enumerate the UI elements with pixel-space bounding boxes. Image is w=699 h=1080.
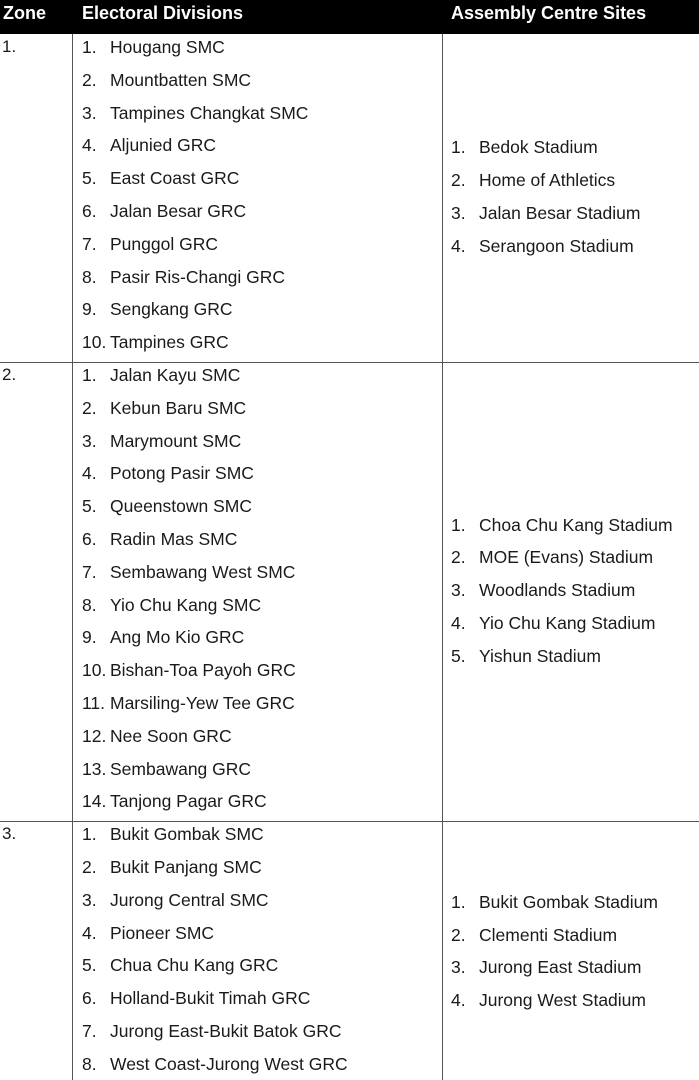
- division-name: West Coast-Jurong West GRC: [110, 1053, 348, 1074]
- list-number: 4.: [451, 990, 466, 1011]
- zone-number: 3.: [2, 824, 17, 844]
- list-number: 2.: [451, 170, 466, 191]
- electoral-division-item: [82, 819, 264, 849]
- division-name: Jalan Kayu SMC: [110, 365, 241, 385]
- site-name: Home of Athletics: [479, 170, 616, 191]
- electoral-division-item: [82, 360, 240, 390]
- electoral-division-item: [82, 229, 218, 259]
- division-name: Nee Soon GRC: [110, 725, 232, 746]
- list-number: 4.: [451, 613, 466, 633]
- list-number: 2.: [82, 69, 97, 90]
- column-divider: [442, 34, 443, 1080]
- electoral-division-item: [82, 98, 308, 128]
- division-name: Pioneer SMC: [110, 922, 215, 943]
- division-name: Aljunied GRC: [110, 135, 217, 156]
- division-name: Pasir Ris-Changi GRC: [110, 266, 286, 287]
- electoral-division-item: [82, 491, 252, 521]
- electoral-division-item: [82, 327, 229, 357]
- electoral-division-item: [82, 754, 251, 784]
- electoral-division-item: [82, 32, 225, 62]
- electoral-division-item: [82, 983, 310, 1013]
- electoral-division-item: [82, 458, 254, 488]
- list-number: 8.: [82, 1053, 97, 1074]
- site-name: Jurong West Stadium: [479, 990, 646, 1011]
- division-name: Punggol GRC: [110, 233, 218, 254]
- list-number: 10.: [82, 332, 107, 353]
- division-name: Sembawang West SMC: [110, 561, 296, 582]
- table-header: [0, 0, 699, 34]
- list-number: 10.: [82, 660, 107, 681]
- list-number: 12.: [82, 725, 107, 746]
- assembly-site-item: [451, 920, 617, 950]
- electoral-division-item: [82, 65, 251, 95]
- list-number: 2.: [451, 924, 466, 945]
- list-number: 4.: [82, 922, 97, 943]
- assembly-site-item: [451, 952, 641, 982]
- site-name: Yishun Stadium: [479, 645, 601, 666]
- assembly-site-item: [451, 132, 598, 162]
- list-number: 11.: [82, 693, 106, 713]
- list-number: 5.: [82, 168, 97, 189]
- site-name: Choa Chu Kang Stadium: [479, 514, 673, 535]
- list-number: 1.: [451, 514, 466, 535]
- assembly-site-item: [451, 641, 601, 671]
- list-number: 6.: [82, 529, 97, 549]
- site-name: Woodlands Stadium: [479, 580, 636, 601]
- division-name: Mountbatten SMC: [110, 69, 252, 90]
- electoral-division-item: [82, 721, 232, 751]
- list-number: 1.: [451, 137, 466, 158]
- electoral-division-item: [82, 622, 244, 652]
- list-number: 1.: [451, 891, 466, 912]
- electoral-division-item: [82, 688, 295, 718]
- list-number: 5.: [451, 645, 466, 666]
- list-number: 3.: [82, 889, 97, 910]
- division-name: Tampines Changkat SMC: [110, 102, 309, 123]
- assembly-site-item: [451, 575, 635, 605]
- list-number: 3.: [451, 957, 466, 978]
- electoral-division-item: [82, 557, 295, 587]
- division-name: Hougang SMC: [110, 37, 225, 57]
- division-name: East Coast GRC: [110, 168, 240, 189]
- division-name: Holland-Bukit Timah GRC: [110, 988, 311, 1009]
- electoral-division-item: [82, 918, 214, 948]
- assembly-site-item: [451, 887, 658, 917]
- division-name: Jurong Central SMC: [110, 889, 269, 910]
- list-number: 4.: [82, 463, 97, 484]
- electoral-division-item: [82, 130, 216, 160]
- site-name: Yio Chu Kang Stadium: [479, 613, 656, 633]
- division-name: Queenstown SMC: [110, 496, 253, 517]
- list-number: 9.: [82, 627, 97, 648]
- list-number: 5.: [82, 496, 97, 517]
- list-number: 7.: [82, 233, 97, 254]
- list-number: 4.: [82, 135, 97, 156]
- header-assembly-centre-sites: Assembly Centre Sites: [451, 3, 647, 23]
- list-number: 6.: [82, 201, 97, 221]
- list-number: 14.: [82, 791, 107, 812]
- zone-number: 1.: [2, 37, 17, 56]
- division-name: Tanjong Pagar GRC: [110, 791, 267, 812]
- division-name: Marsiling-Yew Tee GRC: [110, 693, 295, 713]
- electoral-division-item: [82, 196, 246, 226]
- division-name: Yio Chu Kang SMC: [110, 594, 262, 615]
- list-number: 6.: [82, 988, 97, 1009]
- electoral-division-item: [82, 852, 262, 882]
- list-number: 3.: [451, 203, 466, 223]
- electoral-division-item: [82, 524, 237, 554]
- division-name: Ang Mo Kio GRC: [110, 627, 245, 648]
- division-name: Sembawang GRC: [110, 758, 252, 779]
- division-name: Kebun Baru SMC: [110, 397, 247, 418]
- electoral-division-item: [82, 393, 246, 423]
- assembly-site-item: [451, 542, 653, 572]
- list-number: 13.: [82, 758, 107, 779]
- assembly-site-item: [451, 608, 655, 638]
- division-name: Jurong East-Bukit Batok GRC: [110, 1021, 342, 1041]
- list-number: 4.: [451, 235, 466, 256]
- electoral-division-item: [82, 426, 241, 456]
- header-zone: Zone: [3, 3, 46, 23]
- list-number: 1.: [82, 365, 97, 385]
- electoral-division-item: [82, 1049, 348, 1079]
- column-divider: [72, 34, 73, 1080]
- list-number: 7.: [82, 561, 97, 582]
- list-number: 3.: [82, 430, 97, 451]
- list-number: 5.: [82, 955, 97, 976]
- list-number: 2.: [451, 547, 466, 568]
- division-name: Sengkang GRC: [110, 299, 233, 320]
- division-name: Chua Chu Kang GRC: [110, 955, 279, 976]
- assembly-site-item: [451, 231, 634, 261]
- division-name: Marymount SMC: [110, 430, 242, 451]
- site-name: Bedok Stadium: [479, 137, 598, 158]
- site-name: Jurong East Stadium: [479, 957, 642, 978]
- assembly-site-item: [451, 198, 640, 228]
- list-number: 9.: [82, 299, 97, 320]
- electoral-division-item: [82, 294, 233, 324]
- site-name: Bukit Gombak Stadium: [479, 891, 658, 912]
- site-name: Serangoon Stadium: [479, 235, 634, 256]
- assembly-site-item: [451, 985, 646, 1015]
- list-number: 3.: [451, 580, 466, 601]
- list-number: 3.: [82, 102, 97, 123]
- electoral-division-item: [82, 786, 267, 816]
- site-name: Clementi Stadium: [479, 924, 618, 945]
- electoral-division-item: [82, 950, 278, 980]
- electoral-division-item: [82, 1016, 341, 1046]
- list-number: 2.: [82, 857, 97, 877]
- header-electoral-divisions: Electoral Divisions: [82, 3, 244, 23]
- electoral-division-item: [82, 590, 261, 620]
- electoral-division-item: [82, 655, 296, 685]
- assembly-site-item: [451, 165, 615, 195]
- site-name: Jalan Besar Stadium: [479, 203, 641, 223]
- division-name: Bishan-Toa Payoh GRC: [110, 660, 296, 681]
- electoral-division-item: [82, 885, 269, 915]
- list-number: 8.: [82, 594, 97, 615]
- assembly-site-item: [451, 510, 673, 540]
- division-name: Jalan Besar GRC: [110, 201, 247, 221]
- division-name: Bukit Panjang SMC: [110, 857, 262, 877]
- division-name: Radin Mas SMC: [110, 529, 238, 549]
- list-number: 1.: [82, 824, 97, 845]
- list-number: 8.: [82, 266, 97, 287]
- electoral-division-item: [82, 262, 285, 292]
- division-name: Potong Pasir SMC: [110, 463, 254, 484]
- division-name: Bukit Gombak SMC: [110, 824, 264, 845]
- list-number: 1.: [82, 37, 97, 57]
- zone-number: 2.: [2, 365, 17, 384]
- site-name: MOE (Evans) Stadium: [479, 547, 654, 568]
- list-number: 7.: [82, 1021, 97, 1041]
- division-name: Tampines GRC: [110, 332, 229, 353]
- list-number: 2.: [82, 397, 97, 418]
- electoral-division-item: [82, 163, 239, 193]
